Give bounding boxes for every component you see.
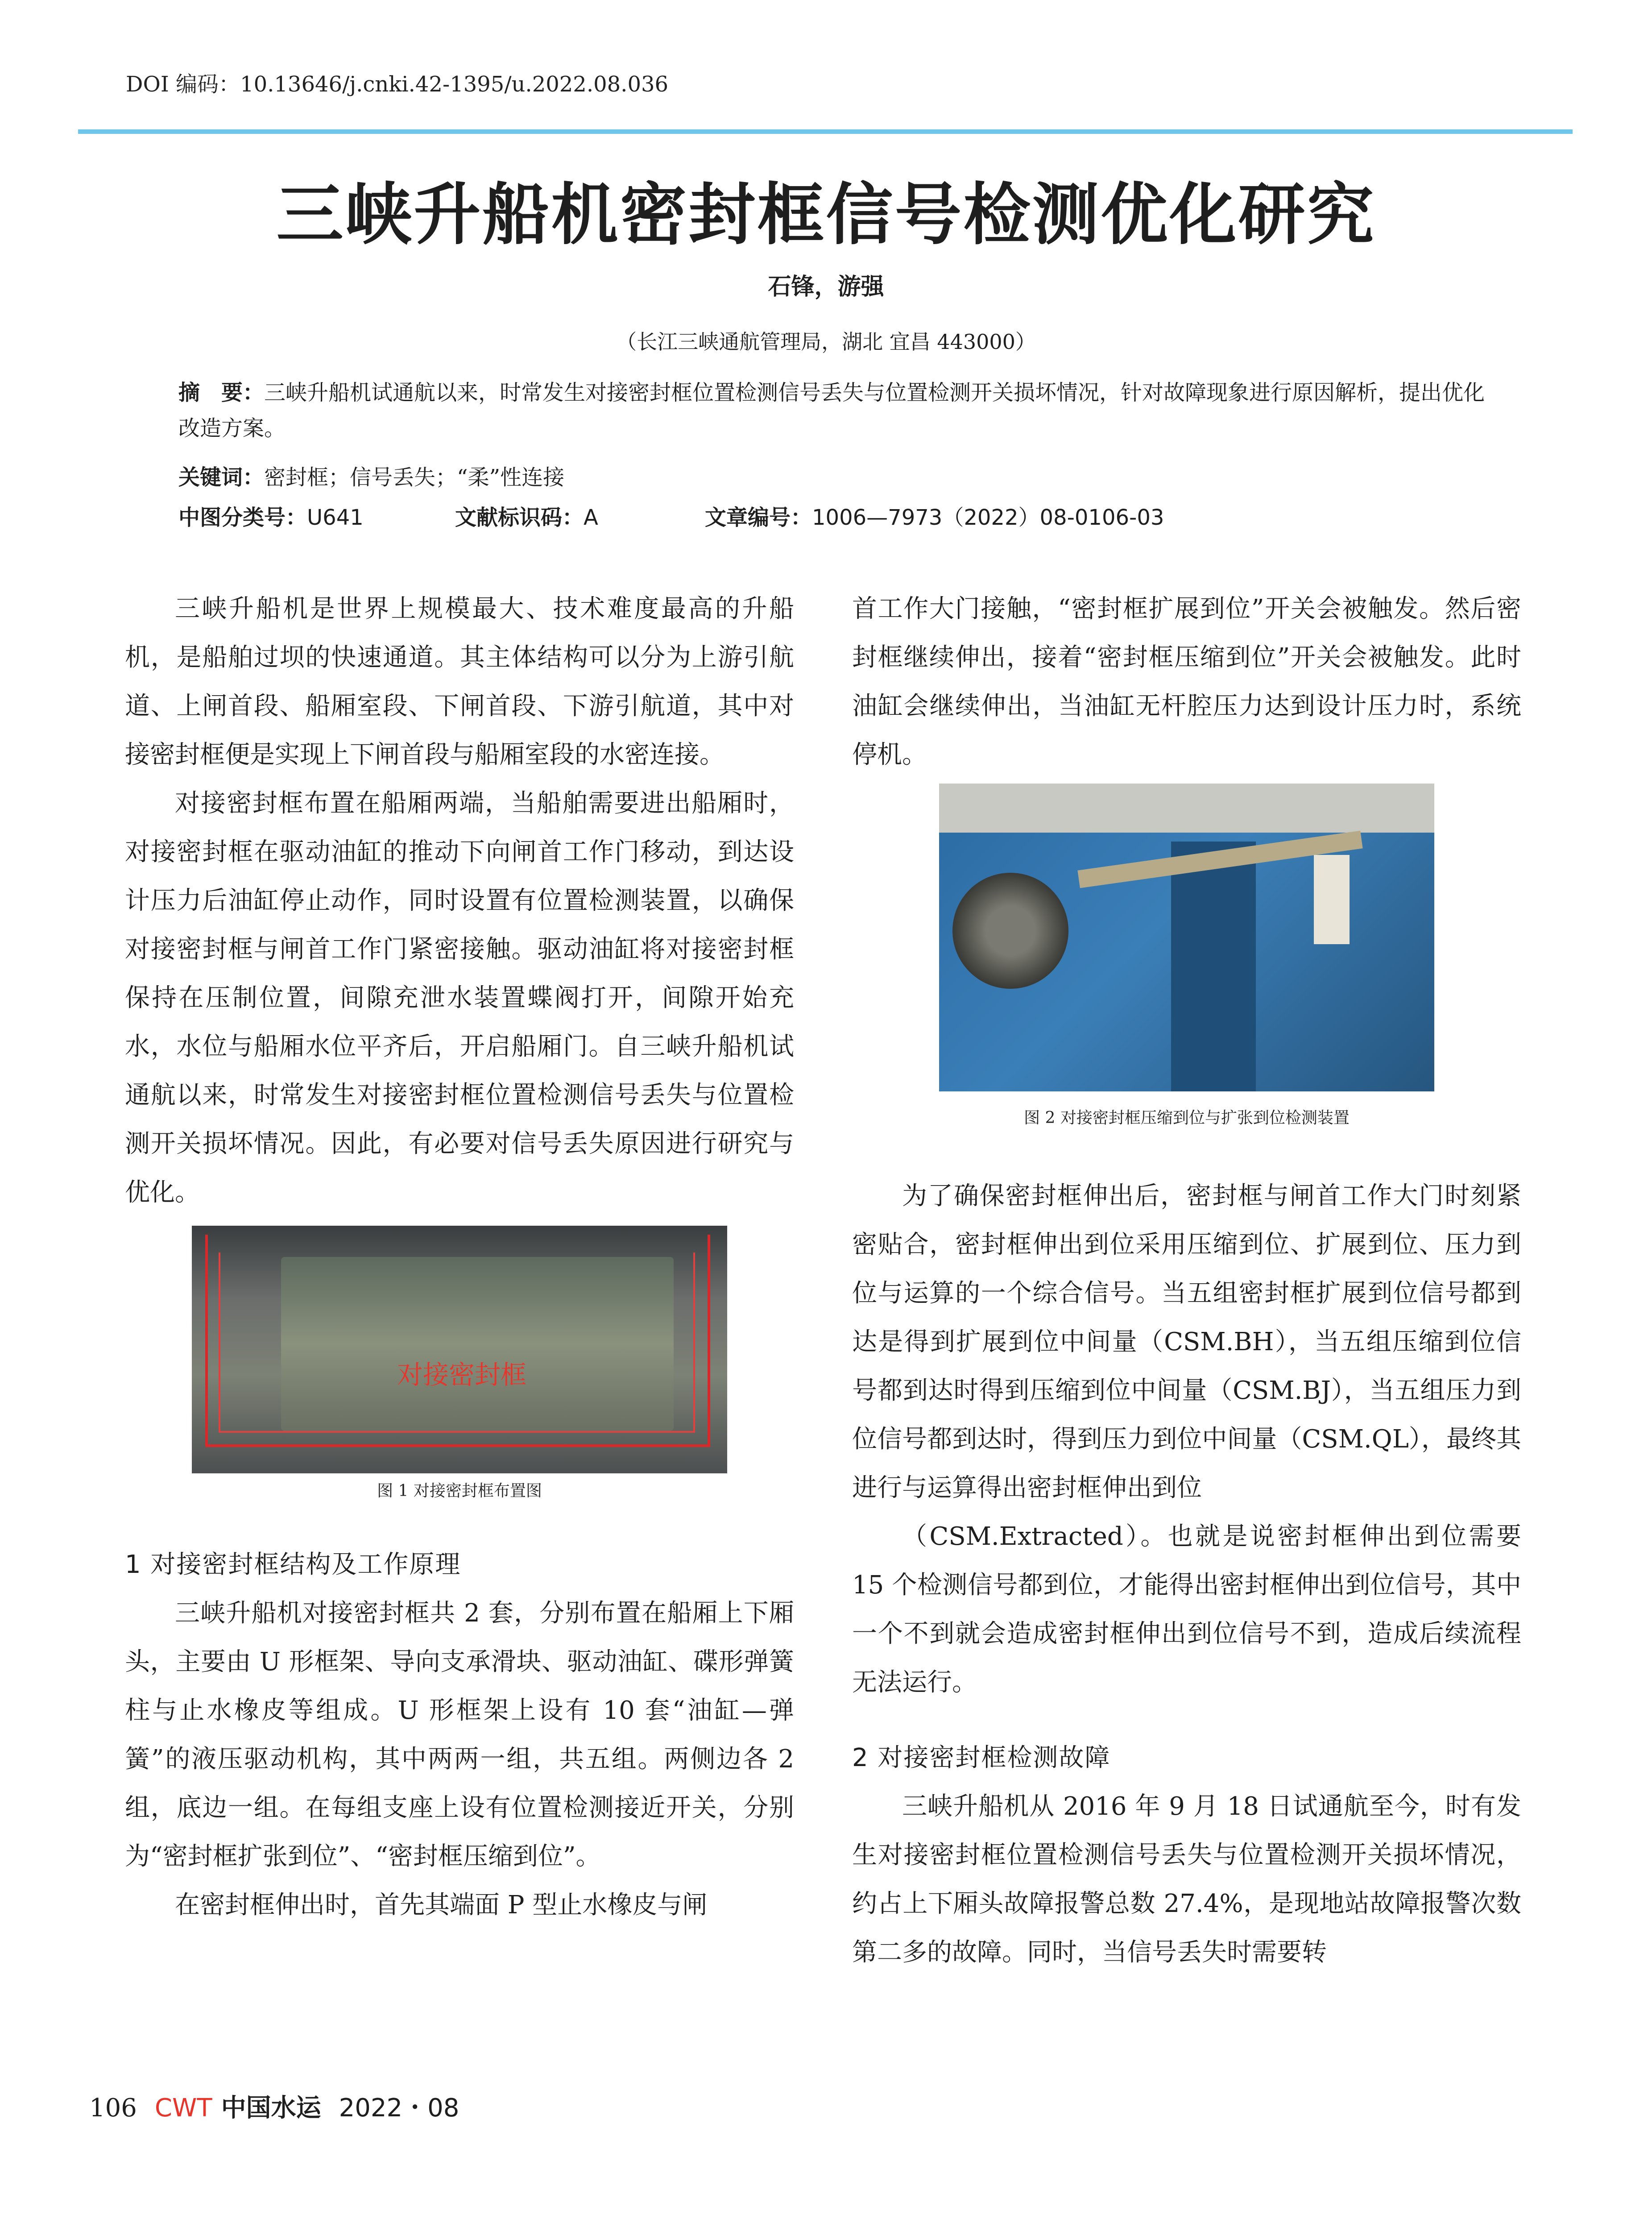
right-paragraph-2: 为了确保密封框伸出后，密封框与闸首工作大门时刻紧密贴合，密封框伸出到位采用压缩到位、扩展到位、压力到位与运算的一个综合信号。当五组密封框扩展到位信号都到达是得到扩展到位中间量（CSM.BH），当五组压缩到位信号都到达时得到压缩到位中间量（CSM.BJ），当五组压力到位信号都到达时，得到压力到位中间量（CSM.QL），最终其进行与运算得出密封框伸出到位 — [852, 1182, 1521, 1502]
left-paragraph-3: 三峡升船机对接密封框共 2 套，分别布置在船厢上下厢头，主要由 U 形框架、导向支承滑块、驱动油缸、碟形弹簧柱与止水橡皮等组成。U 形框架上设有 10 套“油缸—弹簧”的液压驱动机构，其中两两一组，共五组。两侧边各 2 组，底边一组。在每组支座上设有位置检测接近开关，分别为“密封框扩张到位”、“密封框压缩到位”。 — [125, 1599, 794, 1871]
right-column — [852, 585, 1521, 1977]
issue-number: 2022・08 — [339, 2094, 460, 2123]
article-label: 文章编号： — [705, 505, 812, 530]
section-2-heading: 2 对接密封框检测故障 — [852, 1743, 1111, 1772]
figure-2-photo — [939, 784, 1434, 1091]
right-paragraph-3: （CSM.Extracted）。也就是说密封框伸出到位需要 15 个检测信号都到位，才能得出密封框伸出到位信号，其中一个不到就会造成密封框伸出到位信号不到，造成后续流程无法运行。 — [852, 1522, 1521, 1697]
abstract-text: 三峡升船机试通航以来，时常发生对接密封框位置检测信号丢失与位置检测开关损坏情况，针对故障现象进行原因解析，提出优化改造方案。 — [178, 380, 1485, 441]
abstract — [178, 375, 1499, 446]
classification-line — [178, 500, 1499, 535]
keywords-label: 关键词： — [178, 465, 265, 490]
clc-value: U641 — [307, 505, 364, 530]
figure-2-caption: 图 2 对接密封框压缩到位与扩张到位检测装置 — [1024, 1109, 1350, 1127]
section-1-heading: 1 对接密封框结构及工作原理 — [125, 1550, 461, 1579]
paper-title: 三峡升船机密封框信号检测优化研究 — [276, 175, 1376, 254]
brand-logo: CWT — [154, 2094, 212, 2123]
figure-1-caption: 图 1 对接密封框布置图 — [377, 1482, 542, 1500]
figure-1-label: 对接密封框 — [397, 1360, 527, 1390]
abstract-label: 摘 要： — [178, 380, 265, 405]
keywords — [178, 460, 1499, 495]
left-paragraph-2: 对接密封框布置在船厢两端，当船舶需要进出船厢时，对接密封框在驱动油缸的推动下向闸首工作门移动，到达设计压力后油缸停止动作，同时设置有位置检测装置，以确保对接密封框与闸首工作门紧密接触。驱动油缸将对接密封框保持在压制位置，间隙充泄水装置蝶阀打开，间隙开始充水，水位与船厢水位平齐后，开启船厢门。自三峡升船机试通航以来，时常发生对接密封框位置检测信号丢失与位置检测开关损坏情况。因此，有必要对信号丢失原因进行研究与优化。 — [125, 789, 794, 1207]
figure-1 — [125, 1226, 794, 1505]
authors: 石锋，游强 — [768, 274, 884, 300]
page-number: 106 — [89, 2094, 137, 2123]
left-paragraph-4: 在密封框伸出时，首先其端面 P 型止水橡皮与闸 — [175, 1891, 708, 1920]
magazine-name: 中国水运 — [221, 2093, 321, 2123]
right-paragraph-1: 首工作大门接触，“密封框扩展到位”开关会被触发。然后密封框继续伸出，接着“密封框压缩到位”开关会被触发。此时油缸会继续伸出，当油缸无杆腔压力达到设计压力时，系统停机。 — [852, 594, 1521, 769]
page-footer — [89, 2088, 459, 2124]
right-paragraph-4: 三峡升船机从 2016 年 9 月 18 日试通航至今，时有发生对接密封框位置检测信号丢失与位置检测开关损坏情况，约占上下厢头故障报警总数 27.4%，是现地站故障报警次数第二多的故障。同时，当信号丢失时需要转 — [852, 1792, 1521, 1967]
header-rule — [78, 129, 1573, 134]
article-value: 1006—7973（2022）08-0106-03 — [812, 505, 1164, 530]
figure-1-photo — [192, 1226, 727, 1473]
affiliation: （长江三峡通航管理局，湖北 宜昌 443000） — [616, 330, 1036, 354]
keywords-text: 密封框；信号丢失；“柔”性连接 — [264, 465, 565, 490]
clc-label: 中图分类号： — [178, 505, 307, 530]
doi-line: DOI 编码：10.13646/j.cnki.42-1395/u.2022.08.036 — [126, 72, 669, 97]
doc-label: 文献标识码： — [455, 505, 584, 530]
doc-value: A — [584, 505, 598, 530]
left-paragraph-1: 三峡升船机是世界上规模最大、技术难度最高的升船机，是船舶过坝的快速通道。其主体结构可以分为上游引航道、上闸首段、船厢室段、下闸首段、下游引航道，其中对接密封框便是实现上下闸首段与船厢室段的水密连接。 — [125, 594, 794, 769]
figure-2 — [852, 784, 1521, 1132]
left-column — [125, 585, 794, 1929]
